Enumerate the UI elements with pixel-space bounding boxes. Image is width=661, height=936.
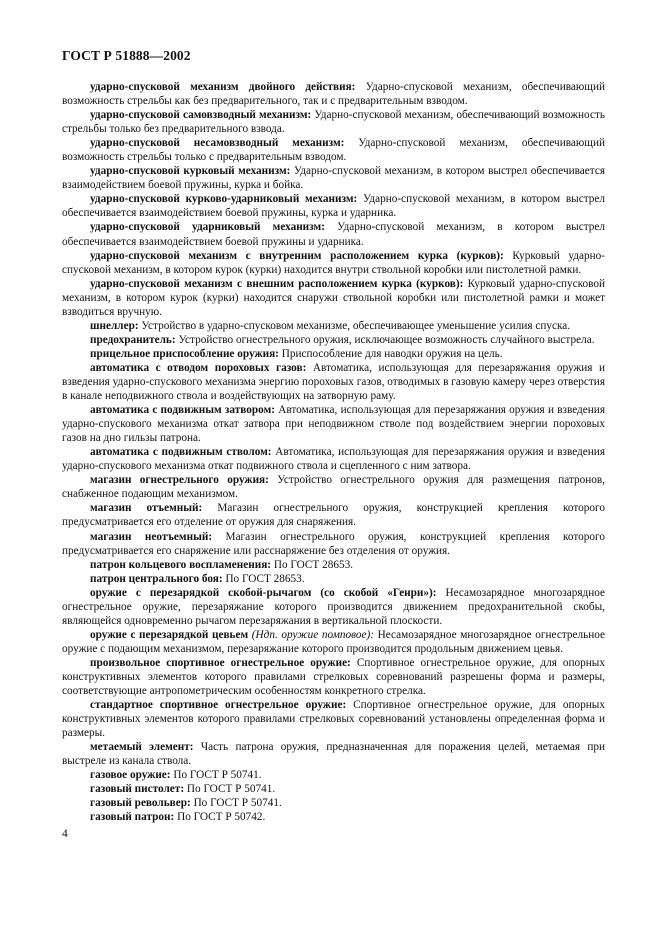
entry-definition: По ГОСТ Р 50741. — [184, 783, 276, 796]
entry-definition: Автоматика, использующая для перезаряжания оружия и взведения ударно-спускового механизма откат затвора при неподвижном стволе под воздействием энергии пороховых газов на дно гильзы патрона. — [62, 404, 605, 445]
glossary-entry — [62, 249, 605, 277]
glossary-entry — [62, 810, 605, 824]
glossary-entry — [62, 782, 605, 796]
entry-definition: Устройство в ударно-спусковом механизме, обеспечивающее уменьшение усилия спуска. — [138, 319, 571, 332]
entry-definition: Несамозарядное многозарядное огнестрельное оружие, перезаряжание которого производится движением предохранительной скобы, являющейся одновременно рычагом перезаряжания в вертикальной плоскости. — [62, 586, 605, 627]
glossary-entry — [62, 768, 605, 782]
entry-term: патрон кольцевого воспламенения: — [90, 558, 272, 571]
glossary-entry — [62, 319, 605, 333]
entry-term: магазин неотъемный: — [90, 530, 213, 543]
entry-definition: Ударно-спусковой механизм, в котором выстрел обеспечивается взаимодействием боевой пружины, курка и бойка. — [62, 165, 605, 192]
entry-term: ударно-спусковой несамовзводный механизм: — [90, 137, 345, 150]
glossary-entry — [62, 220, 605, 248]
glossary-entry — [62, 740, 605, 768]
entry-note: (Ндп. оружие помповое): — [248, 628, 374, 641]
entry-definition: Курковый ударно-спусковой механизм, в котором курок (курки) находится снаружи ствольной коробки или пистолетной рамки и может взводиться вручную. — [62, 277, 605, 318]
entry-term: ударно-спусковой механизм с внешним расположением курка (курков): — [90, 277, 464, 290]
entry-term: газовый револьвер: — [90, 797, 191, 810]
entry-definition: Автоматика, использующая для перезаряжания оружия и взведения ударно-спускового механизма откат подвижного ствола и сцепленного с ним затвора. — [62, 446, 605, 473]
entry-term: ударно-спусковой механизм двойного действия: — [90, 81, 356, 93]
page-number: 4 — [62, 828, 68, 840]
entry-definition: По ГОСТ 28653. — [222, 572, 305, 585]
entry-term: предохранитель: — [90, 333, 176, 346]
entry-term: газовый пистолет: — [90, 783, 185, 796]
entry-definition: Приспособление для наводки оружия на цель. — [278, 347, 503, 360]
entry-term: метаемый элемент: — [90, 741, 194, 754]
glossary-entry — [62, 192, 605, 220]
entry-definition: По ГОСТ Р 50741. — [170, 769, 262, 782]
entry-definition: По ГОСТ Р 50741. — [190, 797, 282, 810]
glossary-entry — [62, 333, 605, 347]
entry-term: ударно-спусковой курковый механизм: — [90, 165, 291, 178]
glossary-entry — [62, 501, 605, 529]
glossary-entry — [62, 136, 605, 164]
entry-definition: Спортивное огнестрельное оружие, для опорных конструктивных элементов которого правилами стрелковых соревнований установлены определенная форма и размеры. — [62, 699, 605, 740]
entry-term: автоматика с подвижным стволом: — [90, 446, 272, 459]
entry-term: оружие с перезарядкой скобой-рычагом (со скобой «Генри»): — [90, 586, 437, 599]
entry-definition: Несамозарядное многозарядное огнестрельное оружие с подающим механизмом, перезаряжание которого производится продольным движением цевья. — [62, 628, 606, 655]
entry-term: шнеллер: — [90, 319, 139, 332]
glossary-entry — [62, 164, 605, 192]
glossary-entry — [62, 558, 605, 572]
glossary-entry — [62, 698, 605, 740]
entry-definition: Автоматика, использующая для перезаряжания оружия и взведения ударно-спускового механизма энергию пороховых газов, отводимых в газовую камеру через отверстия в канале неподвижного ствола и воздействующих на затворную раму. — [62, 361, 605, 403]
entry-term: ударно-спусковой механизм с внутренним расположением курка (курков): — [90, 249, 504, 262]
entry-definition: Магазин огнестрельного оружия, конструкцией крепления которого предусматривается его отделение от оружия для снаряжения. — [62, 502, 605, 529]
entry-term: автоматика с отводом пороховых газов: — [90, 361, 307, 374]
entry-term: газовое оружие: — [90, 769, 171, 782]
glossary-entry — [62, 347, 605, 361]
entry-definition: Ударно-спусковой механизм, в котором выстрел обеспечивается взаимодействием боевой пружины и ударника. — [62, 221, 605, 248]
glossary-entry — [62, 403, 605, 445]
entry-definition: Ударно-спусковой механизм, обеспечивающий возможность стрельбы только с предварительным взводом. — [62, 137, 605, 164]
entry-term: прицельное приспособление оружия: — [90, 347, 279, 360]
entry-term: оружие с перезарядкой цевьем — [90, 628, 249, 641]
glossary-entry — [62, 586, 605, 628]
entry-definition: Часть патрона оружия, предназначенная для поражения целей, метаемая при выстреле из канала ствола. — [62, 741, 605, 768]
entry-term: ударно-спусковой ударниковый механизм: — [90, 221, 325, 234]
glossary-entry — [62, 445, 605, 473]
entry-term: автоматика с подвижным затвором: — [90, 404, 275, 417]
entry-definition: Ударно-спусковой механизм, в котором выстрел обеспечивается взаимодействием боевой пружины, курка и ударника. — [62, 193, 605, 220]
glossary-section — [62, 80, 605, 824]
entry-term: патрон центрального боя: — [90, 572, 223, 585]
glossary-entry — [62, 656, 605, 698]
entry-definition: Ударно-спусковой механизм, обеспечивающий возможность стрельбы как без предварительного, так и с предварительным взводом. — [62, 81, 605, 108]
entry-term: произвольное спортивное огнестрельное оружие: — [90, 656, 351, 669]
glossary-entry — [62, 572, 605, 586]
entry-term: ударно-спусковой самовзводный механизм: — [90, 109, 312, 122]
entry-term: газовый патрон: — [90, 811, 175, 824]
entry-definition: Курковый ударно-спусковой механизм, в котором курок (курки) находится внутри ствольной коробки или пистолетной рамки. — [62, 249, 606, 276]
glossary-entry — [62, 796, 605, 810]
glossary-entry — [62, 277, 605, 319]
entry-definition: Устройство огнестрельного оружия для размещения патронов, снабженное подающим механизмом. — [62, 474, 605, 501]
entry-definition: Устройство огнестрельного оружия, исключающее возможность случайного выстрела. — [175, 333, 595, 346]
document-header: ГОСТ Р 51888—2002 — [62, 48, 191, 63]
entry-term: магазин огнестрельного оружия: — [90, 474, 269, 487]
entry-definition: По ГОСТ 28653. — [271, 558, 354, 571]
entry-definition: Ударно-спусковой механизм, обеспечивающий возможность стрельбы только без предварительного взвода. — [62, 109, 605, 136]
entry-term: ударно-спусковой курково-ударниковый механизм: — [90, 193, 358, 206]
entry-term: стандартное спортивное огнестрельное оружие: — [90, 699, 347, 712]
entry-definition: По ГОСТ Р 50742. — [174, 811, 266, 824]
entry-term: магазин отъемный: — [90, 502, 203, 515]
glossary-entry — [62, 108, 605, 136]
entry-definition: Спортивное огнестрельное оружие, для опорных конструктивных элементов которого правилами стрелковых соревнований разрешены форма и размеры, соответствующие антропометрическим особенностям конкретного стрелка. — [62, 656, 605, 698]
glossary-entry — [62, 361, 605, 403]
glossary-entry — [62, 530, 605, 558]
glossary-entry — [62, 628, 605, 656]
glossary-entry — [62, 80, 605, 108]
glossary-entry — [62, 473, 605, 501]
entry-definition: Магазин огнестрельного оружия, конструкцией крепления которого предусматривается его снаряжение или расснаряжение без отделения от оружия. — [62, 530, 605, 557]
